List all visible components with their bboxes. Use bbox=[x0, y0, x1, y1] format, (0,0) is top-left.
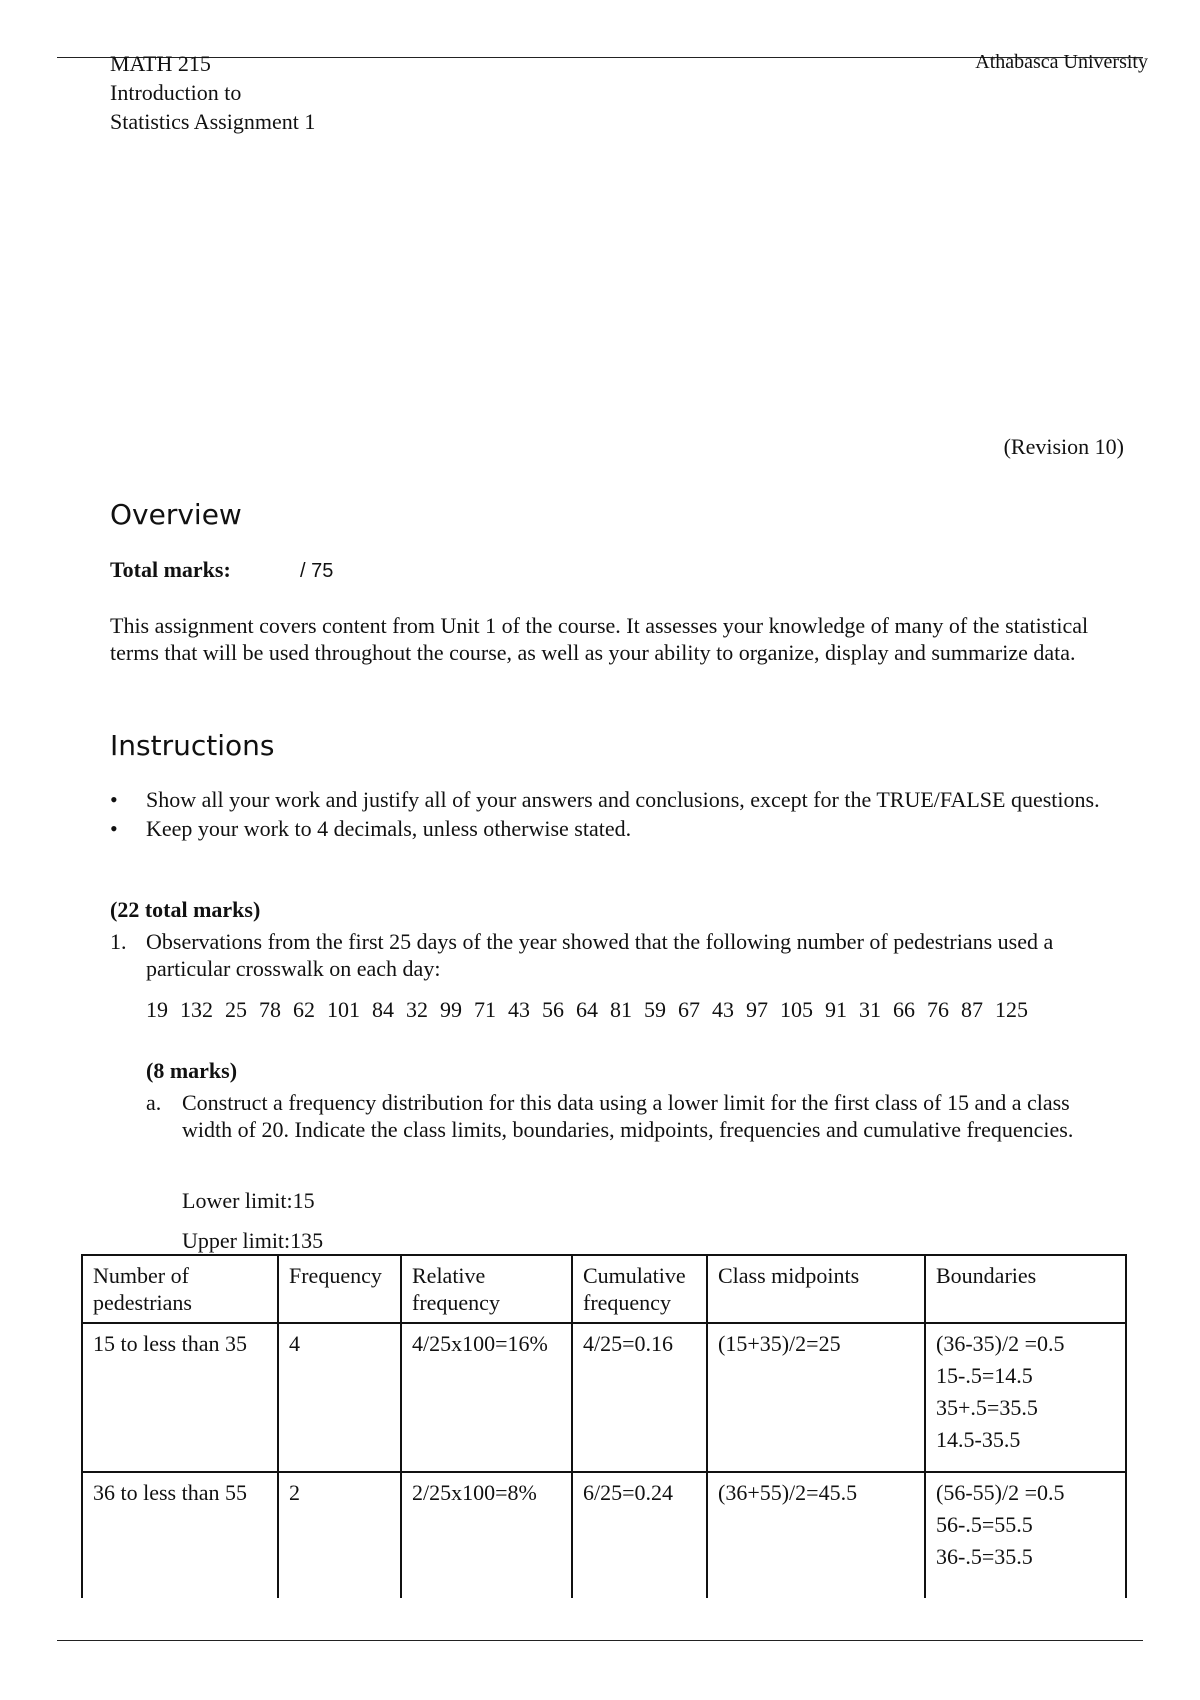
overview-text: This assignment covers content from Unit 1 of the course. It assesses your knowledge of many of the statistical terms that will be used throughout the course, as well as your ability to organize, display and summarize data. bbox=[110, 613, 1089, 665]
boundary-line: 56-.5=55.5 bbox=[936, 1512, 1033, 1537]
class-cell: 15 to less than 35 bbox=[82, 1323, 278, 1472]
boundaries-cell bbox=[925, 1323, 1126, 1472]
column-header: Relative frequency bbox=[401, 1255, 572, 1323]
data-value: 31 bbox=[859, 997, 881, 1022]
frequency-cell: 4 bbox=[278, 1323, 401, 1472]
data-value: 81 bbox=[610, 997, 632, 1022]
boundary-line: 35+.5=35.5 bbox=[936, 1395, 1038, 1420]
table-row bbox=[82, 1472, 1126, 1598]
boundary-line: (36-35)/2 =0.5 bbox=[936, 1331, 1065, 1356]
column-header: Frequency bbox=[278, 1255, 401, 1323]
instructions-heading: Instructions bbox=[110, 729, 275, 762]
data-value: 43 bbox=[712, 997, 734, 1022]
observation-data bbox=[146, 997, 1028, 1023]
relative-frequency-cell: 2/25x100=8% bbox=[401, 1472, 572, 1598]
data-value: 19 bbox=[146, 997, 168, 1022]
footer-rule bbox=[57, 1640, 1143, 1641]
data-value: 125 bbox=[995, 997, 1028, 1022]
midpoint-cell: (15+35)/2=25 bbox=[707, 1323, 925, 1472]
data-value: 67 bbox=[678, 997, 700, 1022]
boundary-line: 14.5-35.5 bbox=[936, 1427, 1021, 1452]
table-row bbox=[82, 1323, 1126, 1472]
data-value: 64 bbox=[576, 997, 598, 1022]
cumulative-frequency-cell: 4/25=0.16 bbox=[572, 1323, 707, 1472]
question1-text: Observations from the first 25 days of the year showed that the following number of pedestrians used a particular crosswalk on each day: bbox=[146, 929, 1054, 981]
data-value: 132 bbox=[180, 997, 213, 1022]
class-cell: 36 to less than 55 bbox=[82, 1472, 278, 1598]
midpoint-cell: (36+55)/2=45.5 bbox=[707, 1472, 925, 1598]
course-title-line1: Introduction to bbox=[110, 80, 242, 105]
data-value: 59 bbox=[644, 997, 666, 1022]
document-header bbox=[110, 49, 315, 136]
data-value: 56 bbox=[542, 997, 564, 1022]
question1-marks: (22 total marks) bbox=[110, 897, 261, 922]
data-value: 62 bbox=[293, 997, 315, 1022]
course-code: MATH 215 bbox=[110, 51, 211, 76]
part-a bbox=[146, 1089, 1110, 1143]
upper-limit: Upper limit:135 bbox=[182, 1228, 324, 1253]
data-value: 71 bbox=[474, 997, 496, 1022]
data-value: 97 bbox=[746, 997, 768, 1022]
total-marks-value: / 75 bbox=[300, 560, 334, 582]
question1 bbox=[110, 928, 1110, 982]
part-a-text: Construct a frequency distribution for this data using a lower limit for the first class of 15 and a class width of 20. Indicate the class limits, boundaries, midpoints, frequencies and cumulative frequencies. bbox=[182, 1090, 1074, 1142]
column-header: Class midpoints bbox=[707, 1255, 925, 1323]
institution-name: Athabasca University bbox=[975, 51, 1148, 73]
data-value: 76 bbox=[927, 997, 949, 1022]
data-value: 32 bbox=[406, 997, 428, 1022]
lower-limit: Lower limit:15 bbox=[182, 1188, 315, 1213]
data-value: 78 bbox=[259, 997, 281, 1022]
frequency-table bbox=[81, 1254, 1127, 1598]
boundary-line: (56-55)/2 =0.5 bbox=[936, 1480, 1065, 1505]
frequency-cell: 2 bbox=[278, 1472, 401, 1598]
instruction-item: • Show all your work and justify all of your answers and conclusions, except for the TRUE/FALSE questions. bbox=[110, 786, 1120, 813]
instructions-list bbox=[110, 786, 1120, 844]
data-value: 25 bbox=[225, 997, 247, 1022]
relative-frequency-cell: 4/25x100=16% bbox=[401, 1323, 572, 1472]
data-value: 43 bbox=[508, 997, 530, 1022]
overview-heading: Overview bbox=[110, 498, 242, 531]
data-value: 91 bbox=[825, 997, 847, 1022]
data-value: 66 bbox=[893, 997, 915, 1022]
boundary-line: 36-.5=35.5 bbox=[936, 1544, 1033, 1569]
data-value: 105 bbox=[780, 997, 813, 1022]
data-value: 99 bbox=[440, 997, 462, 1022]
data-value: 87 bbox=[961, 997, 983, 1022]
boundary-line: 15-.5=14.5 bbox=[936, 1363, 1033, 1388]
question1-number: 1. bbox=[110, 929, 127, 954]
column-header: Number of pedestrians bbox=[82, 1255, 278, 1323]
data-value: 101 bbox=[327, 997, 360, 1022]
table-header-row bbox=[82, 1255, 1126, 1323]
data-value: 84 bbox=[372, 997, 394, 1022]
revision-label: (Revision 10) bbox=[1003, 434, 1124, 459]
total-marks-label: Total marks: bbox=[110, 557, 231, 582]
boundaries-cell bbox=[925, 1472, 1126, 1598]
course-title-line2: Statistics Assignment 1 bbox=[110, 109, 316, 134]
part-a-letter: a. bbox=[146, 1090, 162, 1115]
part-a-marks: (8 marks) bbox=[146, 1058, 238, 1083]
column-header: Boundaries bbox=[925, 1255, 1126, 1323]
total-marks bbox=[110, 556, 333, 585]
cumulative-frequency-cell: 6/25=0.24 bbox=[572, 1472, 707, 1598]
instruction-item: • Keep your work to 4 decimals, unless otherwise stated. bbox=[110, 815, 1120, 842]
column-header: Cumulative frequency bbox=[572, 1255, 707, 1323]
